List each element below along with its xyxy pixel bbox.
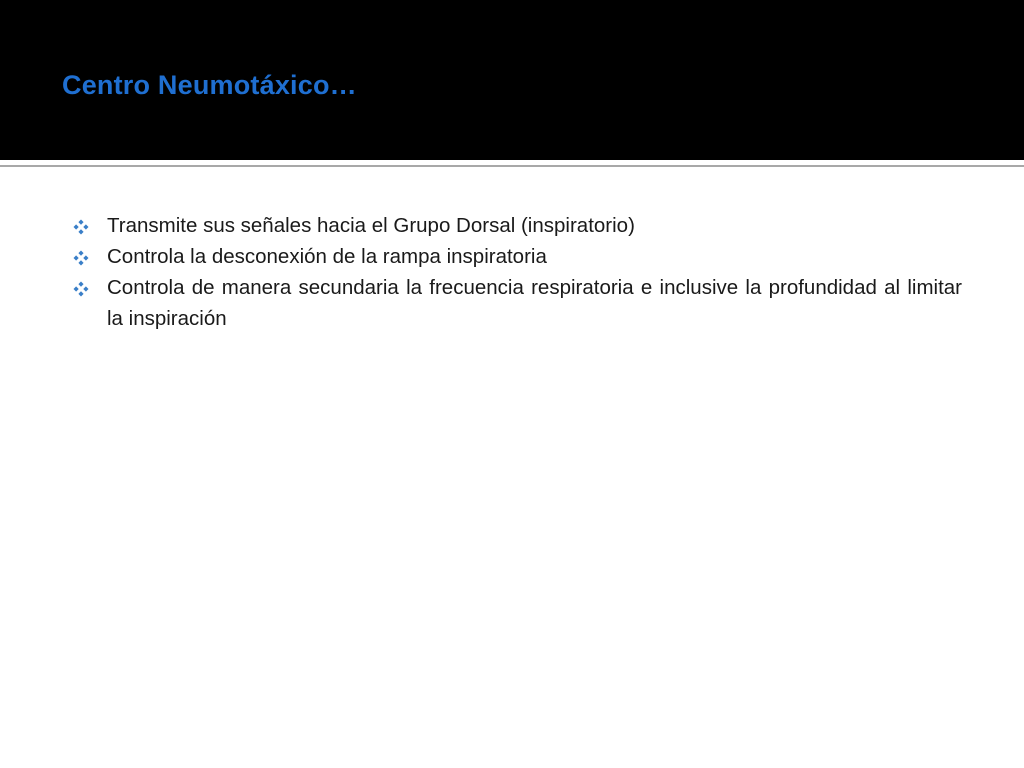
bullet-text: Controla de manera secundaria la frecuencia respiratoria e inclusive la profundidad al limitar la inspiración xyxy=(107,276,962,330)
bullet-text: Controla la desconexión de la rampa inspiratoria xyxy=(107,245,547,268)
header-band xyxy=(0,0,1024,160)
bullet-item xyxy=(70,272,962,334)
bullet-item xyxy=(70,210,962,241)
diamond-bullet-icon xyxy=(73,281,89,297)
bullet-text: Transmite sus señales hacia el Grupo Dorsal (inspiratorio) xyxy=(107,214,635,237)
bullet-list xyxy=(70,210,962,334)
divider-gray xyxy=(0,165,1024,167)
bullet-item xyxy=(70,241,962,272)
diamond-bullet-icon xyxy=(73,250,89,266)
diamond-bullet-icon xyxy=(73,219,89,235)
slide-title: Centro Neumotáxico… xyxy=(62,70,357,100)
